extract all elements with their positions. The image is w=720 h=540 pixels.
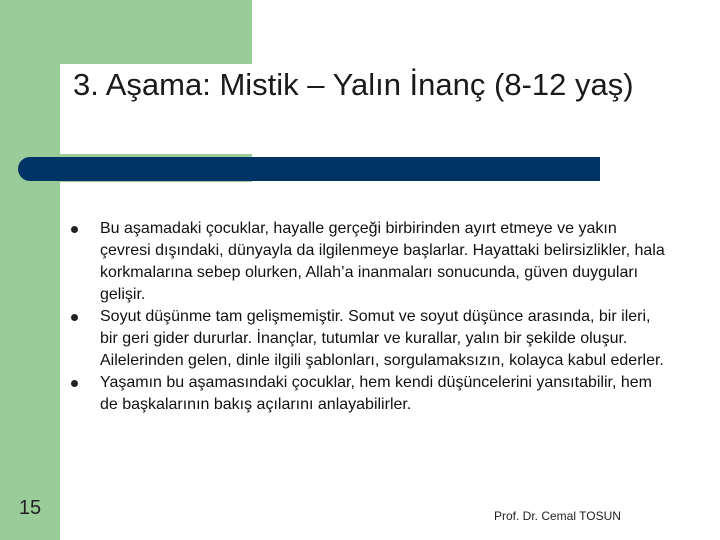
bullet-icon bbox=[71, 380, 78, 387]
bullet-text: Soyut düşünme tam gelişmemiştir. Somut ve soyut düşünce arasında, bir ileri, bir geri gider dururlar. İnançlar, tutumlar ve kurallar, yalın bir şekilde oluşur. Ailelerinden gelen, dinle ilgili şablonları, sorgulamaksızın, kolayca kabul ederler. bbox=[100, 308, 664, 369]
bullet-text: Yaşamın bu aşamasındaki çocuklar, hem kendi düşüncelerini yansıtabilir, hem de başkalarının bakış açılarını anlayabilirler. bbox=[100, 374, 652, 413]
bullet-item bbox=[68, 372, 668, 416]
title-divider-bar bbox=[18, 157, 600, 181]
bullet-text: Bu aşamadaki çocuklar, hayalle gerçeği birbirinden ayırt etmeye ve yakın çevresi dışındaki, dünyayla da ilgilenmeye başlarlar. Hayattaki belirsizlikler, hala korkmalarına sebep olurken, Allah’a inanmaları sonucunda, güven duyguları gelişir. bbox=[100, 220, 665, 303]
footer-author: Prof. Dr. Cemal TOSUN bbox=[494, 509, 621, 523]
bullet-item bbox=[68, 218, 668, 306]
bullet-icon bbox=[71, 314, 78, 321]
slide-number: 15 bbox=[18, 497, 42, 519]
bullet-list bbox=[68, 218, 668, 416]
bullet-icon bbox=[71, 226, 78, 233]
bullet-item bbox=[68, 306, 668, 372]
slide-title: 3. Aşama: Mistik – Yalın İnanç (8-12 yaş) bbox=[73, 67, 634, 102]
